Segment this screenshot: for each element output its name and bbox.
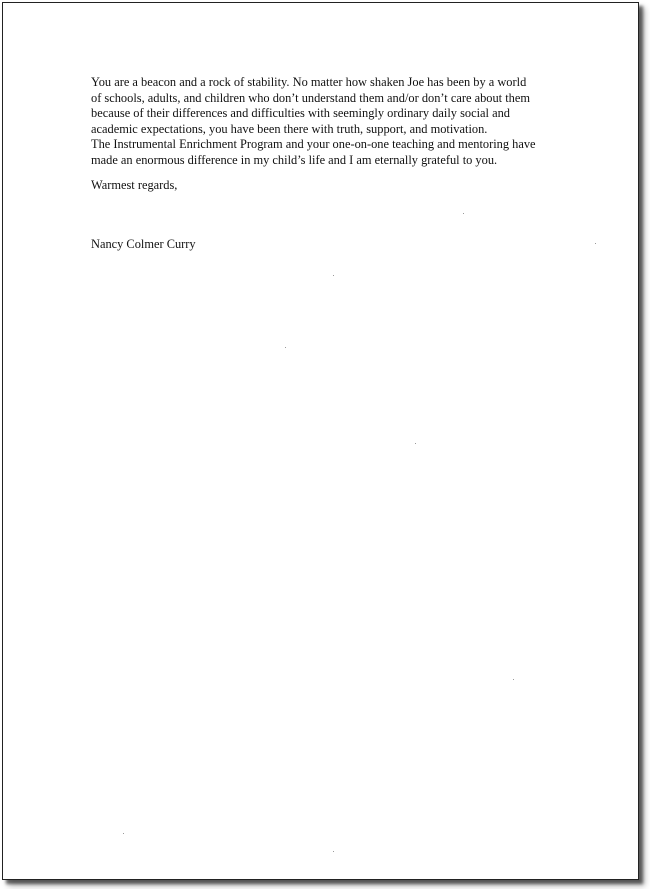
signature-name: Nancy Colmer Curry — [91, 237, 196, 251]
scan-speck — [595, 243, 596, 244]
body-line: because of their differences and difficulties with seemingly ordinary daily social and — [91, 106, 510, 120]
scan-speck — [513, 679, 514, 680]
body-line: The Instrumental Enrichment Program and your one-on-one teaching and mentoring have — [91, 137, 536, 151]
body-line: made an enormous difference in my child’s life and I am eternally grateful to you. — [91, 152, 498, 167]
body-line: of schools, adults, and children who don’t understand them and/or don’t care about them — [91, 90, 530, 105]
letter-body — [91, 75, 561, 168]
scan-speck — [333, 275, 334, 276]
scan-speck — [333, 851, 334, 852]
scan-speck — [463, 213, 464, 214]
letter-closing: Warmest regards, — [91, 178, 178, 192]
scan-speck — [415, 443, 416, 444]
letter-page — [2, 2, 639, 880]
scan-speck — [285, 347, 286, 348]
body-line: You are a beacon and a rock of stability. No matter how shaken Joe has been by a world — [91, 75, 527, 89]
body-line: academic expectations, you have been there with truth, support, and motivation. — [91, 121, 488, 136]
scan-speck — [123, 833, 124, 834]
